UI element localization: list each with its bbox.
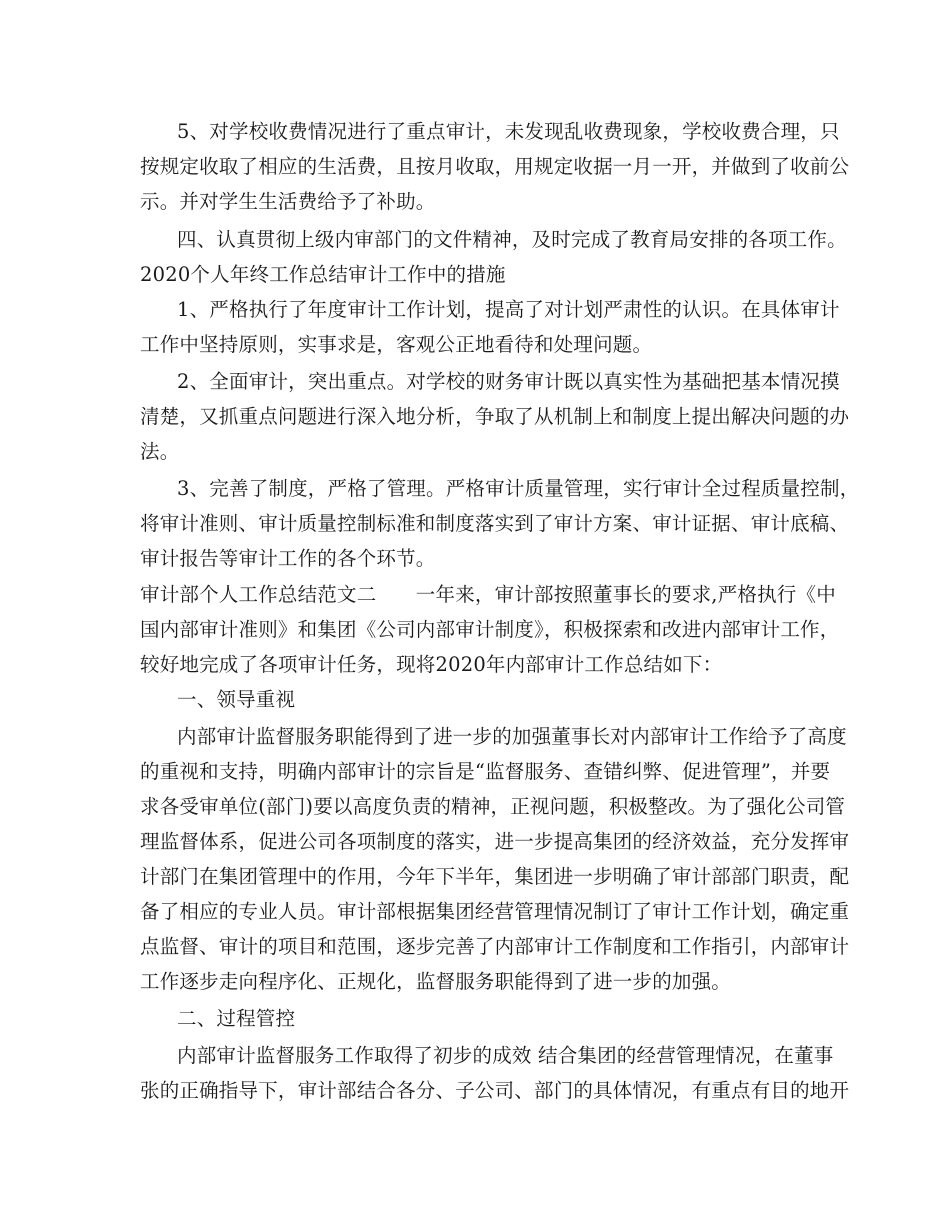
paragraph-line: 求各受审单位(部门)要以高度负责的精神，正视问题，积极整改。为了强化公司管	[140, 795, 846, 818]
paragraph-line: 工作中坚持原则，实事求是，客观公正地看待和处理问题。	[140, 333, 653, 356]
paragraph-line: 的重视和支持，明确内部审计的宗旨是“监督服务、查错纠弊、促进管理”，并要	[140, 760, 831, 783]
paragraph-line: 内部审计监督服务工作取得了初步的成效 结合集团的经营管理情况，在董事	[177, 1044, 834, 1067]
paragraph-line: 按规定收取了相应的生活费，且按月收取，用规定收据一月一开，并做到了收前公	[140, 155, 850, 178]
paragraph-line: 1、严格执行了年度审计工作计划，提高了对计划严肃性的认识。在具体审计	[177, 298, 840, 321]
section-heading: 一、领导重视	[177, 688, 296, 711]
paragraph-line: 清楚，又抓重点问题进行深入地分析，争取了从机制上和制度上提出解决问题的办	[140, 405, 850, 428]
paragraph-line: 四、认真贯彻上级内审部门的文件精神，及时完成了教育局安排的各项工作。	[177, 228, 847, 251]
paragraph-line: 理监督体系，促进公司各项制度的落实，进一步提高集团的经济效益，充分发挥审	[140, 830, 850, 853]
paragraph-line: 将审计准则、审计质量控制标准和制度落实到了审计方案、审计证据、审计底稿、	[140, 512, 850, 535]
section-heading: 2020个人年终工作总结审计工作中的措施	[140, 263, 506, 286]
paragraph-line: 较好地完成了各项审计任务，现将2020年内部审计工作总结如下：	[140, 653, 723, 676]
paragraph-line: 示。并对学生生活费给予了补助。	[140, 190, 436, 213]
paragraph-line: 审计报告等审计工作的各个环节。	[140, 547, 436, 570]
paragraph-line: 2、全面审计，突出重点。对学校的财务审计既以真实性为基础把基本情况摸	[177, 370, 840, 393]
paragraph-line: 工作逐步走向程序化、正规化，监督服务职能得到了进一步的加强。	[140, 970, 732, 993]
paragraph-line: 点监督、审计的项目和范围，逐步完善了内部审计工作制度和工作指引，内部审计	[140, 935, 850, 958]
paragraph-line: 审计部个人工作总结范文二 一年来，审计部按照董事长的要求,严格执行《中	[140, 583, 836, 606]
paragraph-line: 张的正确指导下，审计部结合各分、子公司、部门的具体情况，有重点有目的地开	[140, 1079, 850, 1102]
section-heading: 二、过程管控	[177, 1007, 296, 1030]
paragraph-line: 法。	[140, 440, 180, 463]
paragraph-line: 3、完善了制度，严格了管理。严格审计质量管理，实行审计全过程质量控制，	[177, 477, 860, 500]
paragraph-line: 计部门在集团管理中的作用，今年下半年，集团进一步明确了审计部部门职责，配	[140, 865, 850, 888]
paragraph-line: 国内部审计准则》和集团《公司内部审计制度》，积极探索和改进内部审计工作，	[140, 618, 840, 641]
paragraph-line: 备了相应的专业人员。审计部根据集团经营管理情况制订了审计工作计划，确定重	[140, 900, 850, 923]
paragraph-line: 内部审计监督服务职能得到了进一步的加强董事长对内部审计工作给予了高度	[177, 725, 847, 748]
paragraph-line: 5、对学校收费情况进行了重点审计，未发现乱收费现象，学校收费合理，只	[177, 120, 840, 143]
